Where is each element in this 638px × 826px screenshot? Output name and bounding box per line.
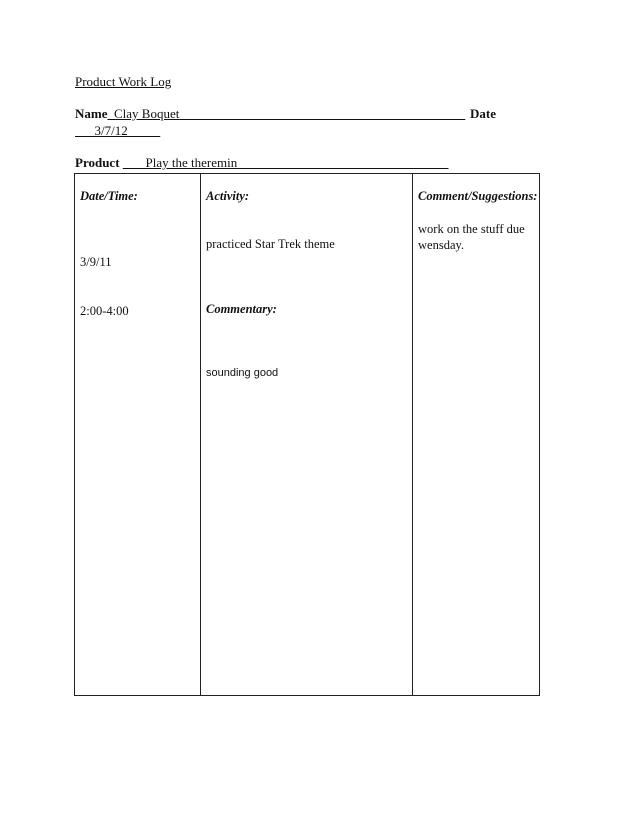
name-value: _Clay Boquet bbox=[107, 106, 180, 121]
product-line bbox=[75, 155, 449, 171]
entry-time: 2:00-4:00 bbox=[80, 304, 129, 318]
date-label: Date bbox=[470, 106, 496, 121]
header-datetime: Date/Time: bbox=[80, 189, 138, 203]
page-title: Product Work Log bbox=[75, 74, 172, 89]
date-value: 3/7/12 bbox=[75, 123, 161, 138]
name-label: Name bbox=[75, 106, 108, 121]
activity-entry: practiced Star Trek theme bbox=[206, 237, 335, 251]
name-line bbox=[75, 106, 465, 122]
column-divider bbox=[200, 174, 201, 695]
commentary-label: Commentary: bbox=[206, 302, 277, 316]
header-activity: Activity: bbox=[206, 189, 250, 203]
product-label: Product bbox=[75, 155, 120, 170]
name-blank-line bbox=[179, 106, 465, 121]
comment-entry: work on the stuff due wensday. bbox=[418, 222, 525, 252]
commentary-entry: sounding good bbox=[206, 367, 279, 379]
product-value: Play the theremin bbox=[122, 155, 449, 170]
entry-date: 3/9/11 bbox=[80, 255, 112, 269]
header-comment: Comment/Suggestions: bbox=[418, 189, 538, 203]
column-divider bbox=[412, 174, 413, 695]
